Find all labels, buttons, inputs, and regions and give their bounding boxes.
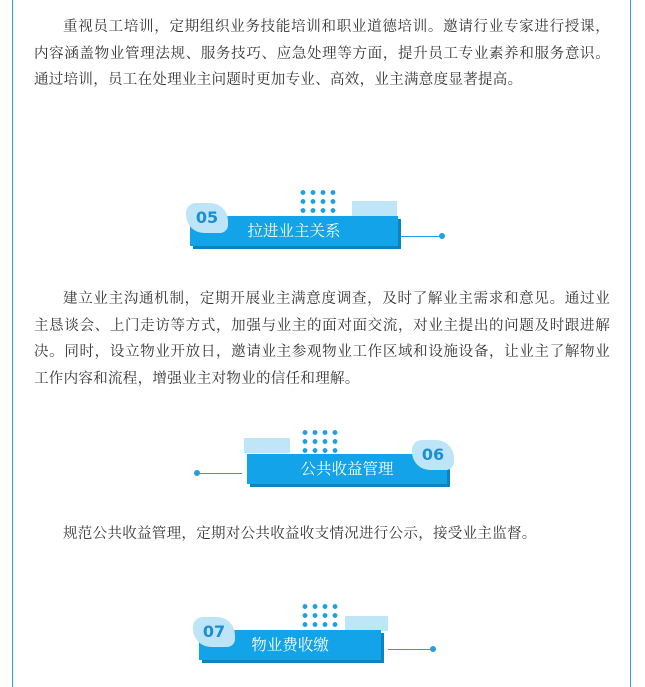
section-title: 物业费收缴 (251, 636, 329, 654)
paragraph-public-revenue: 规范公共收益管理，定期对公共收益收支情况进行公示，接受业主监督。 (63, 526, 537, 542)
light-bar (345, 616, 388, 631)
light-bar (244, 438, 290, 453)
light-bar (352, 201, 397, 216)
dots-decoration (298, 188, 338, 214)
section-number-badge: 06 (412, 440, 454, 470)
section-title: 拉进业主关系 (247, 222, 341, 240)
section-number-badge: 07 (193, 617, 235, 647)
connector-dot (439, 233, 445, 239)
connector-dot (430, 646, 436, 652)
dots-decoration (300, 428, 340, 454)
connector-dot (194, 470, 200, 476)
connector-line (401, 236, 441, 237)
section-number-badge: 05 (186, 203, 228, 233)
connector-line (199, 473, 242, 474)
connector-line (388, 649, 432, 650)
dots-decoration (300, 602, 340, 628)
section-title: 公共收益管理 (300, 460, 394, 478)
paragraph-relationship: 建立业主沟通机制，定期开展业主满意度调查，及时了解业主需求和意见。通过业主恳谈会、上门走访等方式，加强与业主的面对面交流，对业主提出的问题及时跟进解决。同时，设立物业开放日，邀请业主参观物业工作区域和设施设备，让业主了解物业工作内容和流程，增强业主对物业的信任和理解。 (34, 291, 610, 387)
paragraph-training: 重视员工培训，定期组织业务技能培训和职业道德培训。邀请行业专家进行授课，内容涵盖物业管理法规、服务技巧、应急处理等方面，提升员工专业素养和服务意识。通过培训，员工在处理业主问题时更加专业、高效，业主满意度显著提高。 (34, 19, 610, 88)
